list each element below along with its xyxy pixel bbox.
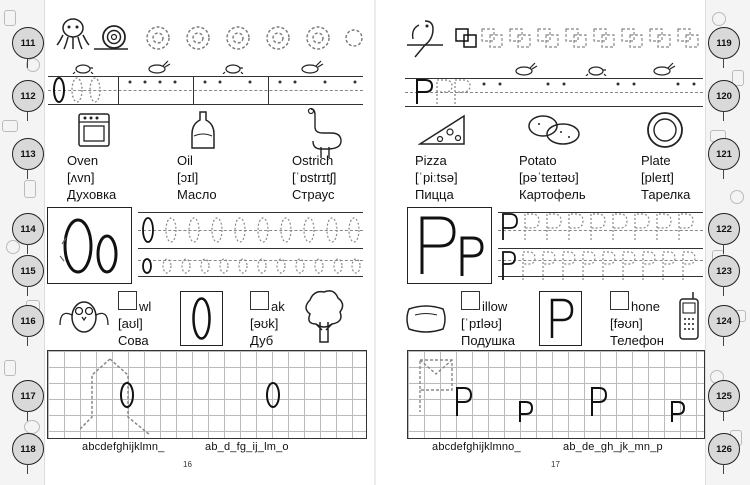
p-tracing-letters — [413, 76, 473, 108]
exercise-number-balloon: 114 — [12, 213, 44, 245]
plate-icon — [645, 110, 685, 150]
oak-tree-icon — [300, 288, 346, 344]
word-ipa: [pleɪt] — [641, 170, 674, 185]
word-partial: illow — [482, 299, 508, 314]
big-letter-box — [47, 207, 132, 284]
dot-trail — [478, 72, 703, 86]
missing-letter-box[interactable] — [610, 291, 629, 310]
page-number: 17 — [551, 460, 560, 469]
divider — [118, 76, 119, 104]
exercise-number-balloon: 112 — [12, 80, 44, 112]
word-item — [67, 152, 116, 203]
doodle-icon — [4, 360, 16, 376]
doodle-icon — [26, 58, 40, 72]
pizza-icon — [418, 112, 468, 148]
word-ipa: [əʊk] — [250, 316, 279, 331]
parrot-icon — [405, 15, 445, 59]
word-ipa: [aʊl] — [118, 316, 143, 331]
snail-icon — [92, 22, 132, 52]
exercise-number-balloon: 121 — [708, 138, 740, 170]
exercise-number-balloon: 124 — [708, 305, 740, 337]
word-ru: Дуб — [250, 333, 274, 348]
word-en: Pizza — [415, 153, 447, 168]
word-en: Oil — [177, 153, 193, 168]
word-partial: wl — [139, 299, 152, 314]
doodle-icon — [24, 180, 36, 198]
missing-letter-box[interactable] — [461, 291, 480, 310]
oven-icon — [77, 112, 111, 148]
word-ru: Духовка — [67, 187, 117, 202]
missing-word-details — [461, 315, 515, 349]
doodle-icon — [4, 10, 16, 26]
word-en: Potato — [519, 153, 557, 168]
word-item — [641, 152, 690, 203]
squares-tracing-row — [452, 23, 702, 53]
word-ipa: [ˈpɪləʊ] — [461, 316, 502, 331]
big-letter-graphic — [48, 208, 131, 283]
word-ru: Подушка — [461, 333, 516, 348]
word-ru: Картофель — [519, 187, 586, 202]
big-letter-box — [407, 207, 492, 284]
exercise-number-balloon: 115 — [12, 255, 44, 287]
o-tracing-letters — [50, 75, 110, 107]
page-gutter — [374, 0, 376, 485]
potato-icon — [525, 112, 583, 148]
owl-icon — [58, 293, 110, 337]
word-ru: Страус — [292, 187, 335, 202]
letter-box — [539, 291, 582, 346]
word-item — [519, 152, 586, 203]
word-ru: Сова — [118, 333, 149, 348]
word-en: Ostrich — [292, 153, 334, 168]
word-item — [177, 152, 217, 203]
page-number: 16 — [183, 460, 192, 469]
exercise-number-balloon: 111 — [12, 27, 44, 59]
word-ipa: [ˈɒstrɪtʃ] — [292, 170, 337, 185]
exercise-number-balloon: 118 — [12, 433, 44, 465]
word-partial: hone — [631, 299, 660, 314]
missing-letter-box[interactable] — [250, 291, 269, 310]
word-ipa: [pəˈteɪtəʊ] — [519, 170, 579, 185]
dot-trail — [120, 70, 365, 84]
letter-box-graphic — [181, 292, 222, 345]
o-handwriting-practice — [138, 210, 364, 280]
exercise-number-balloon: 123 — [708, 255, 740, 287]
p-handwriting-practice — [498, 208, 704, 282]
word-partial: ak — [271, 299, 285, 314]
spiral-tracing-row — [140, 20, 365, 56]
big-letter-graphic — [408, 208, 491, 283]
word-ipa: [ˈpiːtsə] — [415, 170, 458, 185]
alphabet-gaps: ab_de_gh_jk_mn_p — [563, 441, 663, 453]
missing-word-details — [118, 315, 149, 349]
missing-word-details — [250, 315, 278, 349]
word-ipa: [ʌvn] — [67, 170, 95, 185]
exercise-number-balloon: 126 — [708, 433, 740, 465]
missing-word-details — [610, 315, 664, 349]
turtle-icon — [72, 62, 94, 74]
word-item — [292, 152, 336, 203]
phone-icon — [677, 291, 701, 341]
missing-letter-box[interactable] — [118, 291, 137, 310]
word-item — [415, 152, 458, 203]
letter-box — [180, 291, 223, 346]
word-en: Plate — [641, 153, 671, 168]
alphabet-gaps: ab_d_fg_ij_lm_o — [205, 441, 289, 453]
letter-box-graphic — [540, 292, 581, 345]
exercise-number-balloon: 122 — [708, 213, 740, 245]
word-ipa: [fəʊn] — [610, 316, 643, 331]
grid-letters — [452, 380, 702, 426]
alphabet-full: abcdefghijklmn_ — [82, 441, 165, 453]
doodle-icon — [712, 12, 726, 26]
word-ru: Телефон — [610, 333, 664, 348]
grid-letters — [115, 375, 295, 415]
word-ru: Масло — [177, 187, 217, 202]
word-ru: Тарелка — [641, 187, 691, 202]
exercise-number-balloon: 119 — [708, 27, 740, 59]
doodle-icon — [2, 120, 18, 132]
word-ipa: [ɔɪl] — [177, 170, 199, 185]
pillow-icon — [405, 303, 447, 335]
octopus-icon — [55, 15, 91, 51]
word-ru: Пицца — [415, 187, 454, 202]
alphabet-full: abcdefghijklmno_ — [432, 441, 521, 453]
exercise-number-balloon: 125 — [708, 380, 740, 412]
oil-bottle-icon — [190, 110, 216, 150]
doodle-icon — [730, 190, 744, 204]
exercise-number-balloon: 113 — [12, 138, 44, 170]
doodle-icon — [24, 420, 40, 434]
word-en: Oven — [67, 153, 99, 168]
exercise-number-balloon: 117 — [12, 380, 44, 412]
exercise-number-balloon: 116 — [12, 305, 44, 337]
exercise-number-balloon: 120 — [708, 80, 740, 112]
